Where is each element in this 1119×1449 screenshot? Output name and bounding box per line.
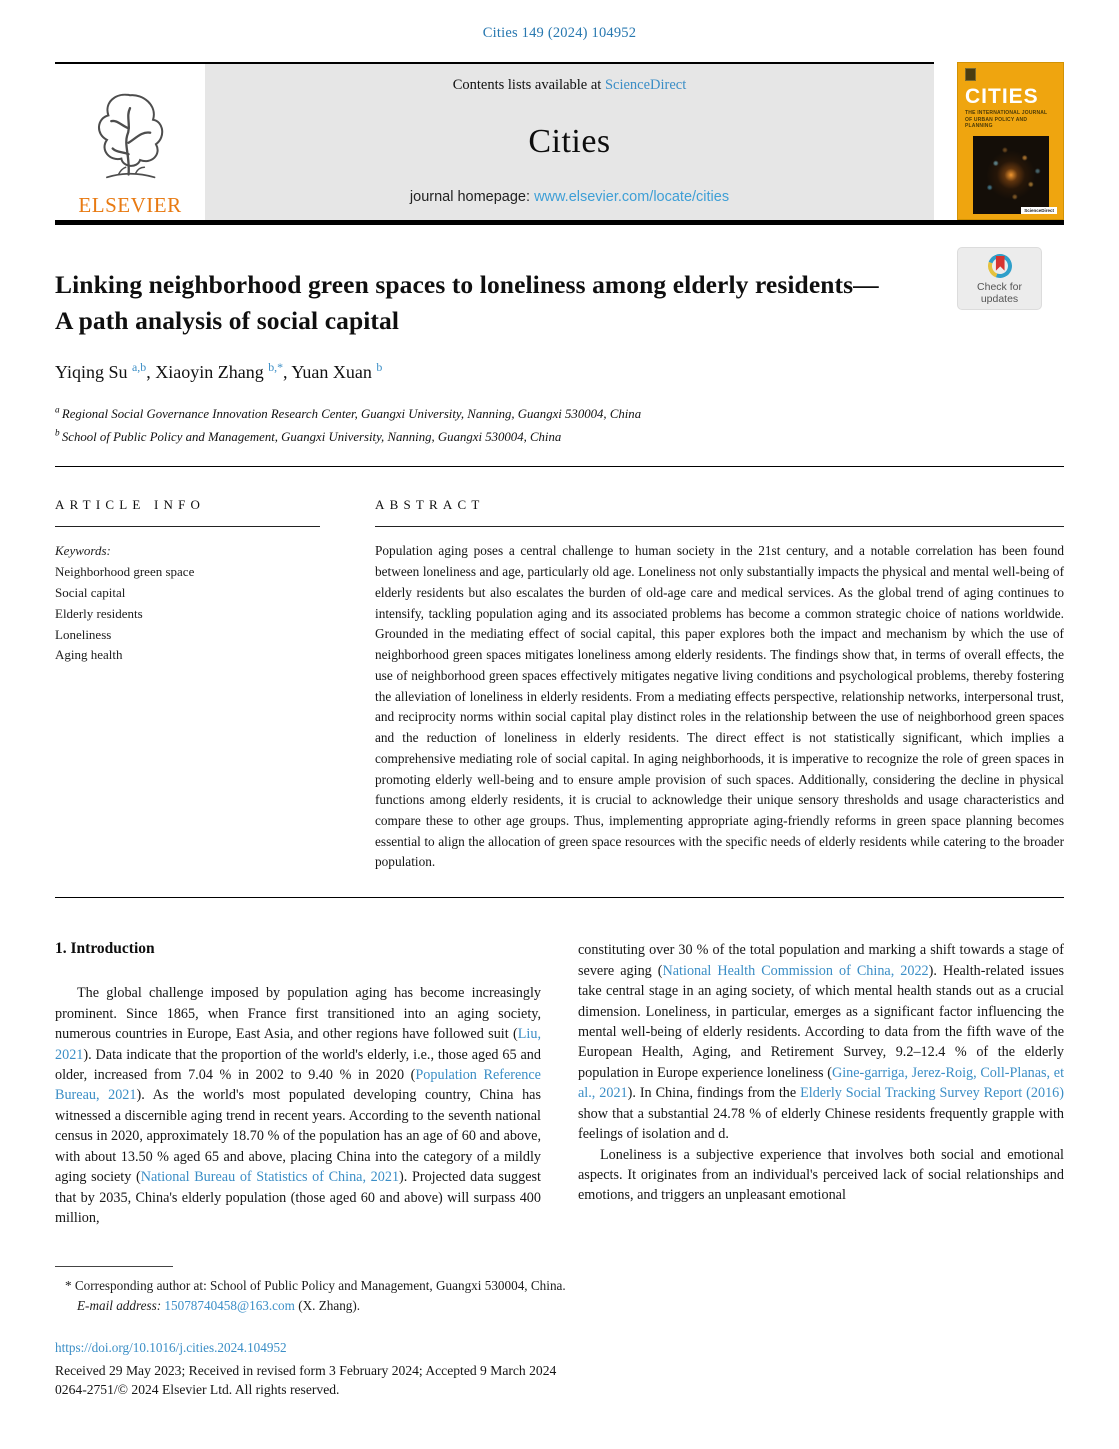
affiliation-b [55, 426, 1064, 449]
journal-cover [957, 62, 1064, 220]
citation-link[interactable]: 15078740458@163.com [164, 1298, 295, 1314]
footnote-area [55, 1266, 1064, 1398]
superscript: b [55, 428, 62, 439]
author-affiliation-link[interactable]: b [376, 360, 383, 375]
text-segment: School of Public Policy and Management, Guangxi University, Nanning, Guangxi 530004, China [61, 430, 562, 445]
paragraph [578, 940, 1064, 1144]
author-affiliation-link[interactable]: a,b [132, 360, 147, 375]
body-right-column [578, 940, 1064, 1228]
header-divider-bar [55, 220, 1064, 225]
elsevier-logo [55, 64, 205, 220]
text-segment: Loneliness is a subjective experience that involves both social and emotional aspects. It originates from an individual's perceived lack of social relationships and emotions, and triggers an unpleasant emotional [578, 1146, 1064, 1204]
keyword-item: Social capital [55, 585, 126, 601]
corresponding-author-note [55, 1276, 1064, 1296]
text-segment: show that a substantial 24.78 % of elderly Chinese residents frequently grapple with feelings of isolation and d. [578, 1105, 1064, 1143]
text-segment: ). In China, findings from the [627, 1085, 801, 1102]
citation-link[interactable]: www.elsevier.com/locate/cities [534, 189, 730, 205]
footnote-rule [55, 1266, 173, 1267]
text-segment: ). Health-related issues take central stage in an aging society, of which mental health stands out as a crucial dimension. Loneliness, in particular, emerges as a significant factor influencing the mental well-being of elderly residents. According to data from the fifth wave of the European Health, Aging, and Retirement Survey, 9.2–12.4 % of the elderly population in Europe experience loneliness ( [578, 962, 1064, 1081]
received-dates: Received 29 May 2023; Received in revised form 3 February 2024; Accepted 9 March 2024 [55, 1363, 557, 1379]
citation-link[interactable]: ScienceDirect [604, 77, 687, 93]
masthead [55, 62, 1064, 220]
masthead-main [55, 62, 934, 220]
keyword-item: Loneliness [55, 626, 112, 642]
keywords-label: Keywords: [55, 543, 111, 559]
cover-subtitle: THE INTERNATIONAL JOURNAL OF URBAN POLICY AND PLANNING [965, 110, 1048, 129]
check-for-updates-badge[interactable] [957, 247, 1042, 310]
citation-link[interactable]: Gine-garriga, Jerez-Roig, Coll-Planas, et al., 2021 [578, 1064, 1065, 1102]
text-segment: ). As the world's most populated developing country, China has witnessed a discernible aging trend in recent years. According to the seventh national census in 2020, approximately 18.70 % of the population has an age of 60 and above, with about 13.50 % aged 65 and above, placing China into the category of a mildly aging society ( [55, 1087, 541, 1186]
check-for-updates-label [977, 281, 1022, 305]
article-info-rule [55, 526, 320, 527]
superscript: a [55, 405, 62, 416]
citation-link[interactable]: Population Reference Bureau, 2021 [55, 1066, 541, 1104]
text-segment: The global challenge imposed by population aging has become increasingly prominent. Since 1865, when France first transitioned into an aging society, numerous countries in Europe, East Asia, and other regions have followed suit ( [55, 985, 541, 1043]
journal-header-box [205, 64, 934, 220]
cover-title: CITIES [965, 85, 1039, 108]
cover-city-image [973, 136, 1049, 214]
paragraph [55, 983, 541, 1228]
text-segment: Regional Social Governance Innovation Research Center, Guangxi University, Nanning, Guangxi 530004, China [61, 407, 642, 422]
crossmark-ribbon-icon [995, 256, 1004, 271]
text-segment: Yiqing Su [55, 362, 133, 383]
authors-line [55, 362, 1064, 383]
keyword-item: Aging health [55, 647, 123, 663]
author-affiliation-link[interactable]: b,* [268, 360, 284, 375]
text-segment: E-mail address: [77, 1298, 165, 1314]
text-segment: * Corresponding author at: School of Public Policy and Management, Guangxi 530004, China. [65, 1278, 566, 1294]
article-info-column [55, 497, 320, 873]
abstract-text: Population aging poses a central challenge to human society in the 21st century, and a notable correlation has been found between loneliness and age, particularly old age. Loneliness not only substantially impacts the physical and mental well-being of elderly residents but also escalates the burden of old-age care and medical services. As the global trend of aging continues to intensify, tackling population aging and its associated problems has become a common strategic choice of nations worldwide. Grounded in the mediating effect of social capital, this paper explores both the impact and mechanism by which the use of neighborhood green spaces mitigates loneliness among elderly residents. The findings show that, in terms of overall effects, the use of neighborhood green spaces effectively mitigates negative living conditions and psychological problems, thereby fostering the alleviation of loneliness in elderly residents. From a mediating effects perspective, relationship networks, interpersonal trust, and reciprocity norms within social capital play distinct roles in the relationship between the use of neighborhood green spaces and the reduction of loneliness in elderly residents. The direct effect is not statistically significant, which implies a comprehensive mediating role of social capital. In aging neighborhoods, it is imperative to recognize the role of green spaces in promoting elderly well-being and to ensure ample provision of such spaces. Additionally, considering the decline in physical functions among elderly residents, it is crucial to acknowledge their unique sensory thresholds and usage characteristics and compare these to other age groups. Thus, implementing appropriate aging-friendly reforms in green space planning becomes essential to align the allocation of green space resources with the specific needs of elderly residents while catering to the broader population. [375, 543, 1064, 870]
email-line [55, 1296, 1064, 1316]
affiliations [55, 403, 1064, 449]
text-segment: journal homepage: [409, 189, 535, 205]
text-segment: , Yuan Xuan [283, 362, 377, 383]
copyright-line: 0264-2751/© 2024 Elsevier Ltd. All rights reserved. [55, 1382, 340, 1398]
section-heading-introduction: 1. Introduction [55, 940, 155, 958]
check-for-updates-label-line: Check for [977, 281, 1022, 293]
abstract-heading: ABSTRACT [375, 497, 485, 513]
paragraph [578, 1145, 1064, 1206]
affiliation-a [55, 403, 1064, 426]
text-segment: (X. Zhang). [294, 1298, 361, 1314]
citation-link[interactable]: National Bureau of Statistics of China, 2021 [140, 1169, 400, 1186]
keyword-item: Elderly residents [55, 605, 143, 621]
text-segment: Contents lists available at [452, 77, 605, 93]
keyword-item: Neighborhood green space [55, 564, 195, 580]
check-for-updates-label-line: updates [980, 293, 1019, 306]
article-info-heading: ARTICLE INFO [55, 497, 206, 513]
crossmark-icon [984, 250, 1016, 282]
text-segment: ). Projected data suggest that by 2035, China's elderly population (those aged 60 and above) will surpass 400 million, [55, 1169, 541, 1226]
elsevier-tree-icon [86, 88, 174, 191]
body-left-column [55, 940, 541, 1228]
text-segment: ). Data indicate that the proportion of the world's elderly, i.e., those aged 65 and older, increased from 7.04 % in 2002 to 9.40 % in 2020 ( [55, 1046, 541, 1083]
abstract-bottom-rule [55, 897, 1064, 898]
abstract-column [375, 497, 1064, 873]
article-title: Linking neighborhood green spaces to loneliness among elderly residents—A path analysis of social capital [55, 270, 879, 335]
abstract-rule [375, 526, 1064, 527]
cover-elsevier-mini-logo-icon [965, 68, 976, 81]
citation-link[interactable]: Elderly Social Tracking Survey Report (2016) [800, 1085, 1064, 1102]
citation-link[interactable]: National Health Commission of China, 2022 [662, 962, 929, 979]
journal-title: Cities [528, 122, 611, 160]
cover-sciencedirect-badge: ScienceDirect [1021, 207, 1057, 214]
doi-link[interactable]: https://doi.org/10.1016/j.cities.2024.104952 [55, 1340, 287, 1356]
journal-reference-link[interactable]: Cities 149 (2024) 104952 [482, 25, 637, 41]
text-segment: constituting over 30 % of the total population and marking a shift towards a stage of severe aging ( [578, 942, 1064, 979]
citation-link[interactable]: Liu, 2021 [55, 1026, 541, 1063]
text-segment: , Xiaoyin Zhang [146, 362, 269, 383]
contents-list-line [211, 77, 928, 94]
journal-homepage-line [211, 189, 928, 205]
elsevier-wordmark: ELSEVIER [78, 193, 182, 217]
